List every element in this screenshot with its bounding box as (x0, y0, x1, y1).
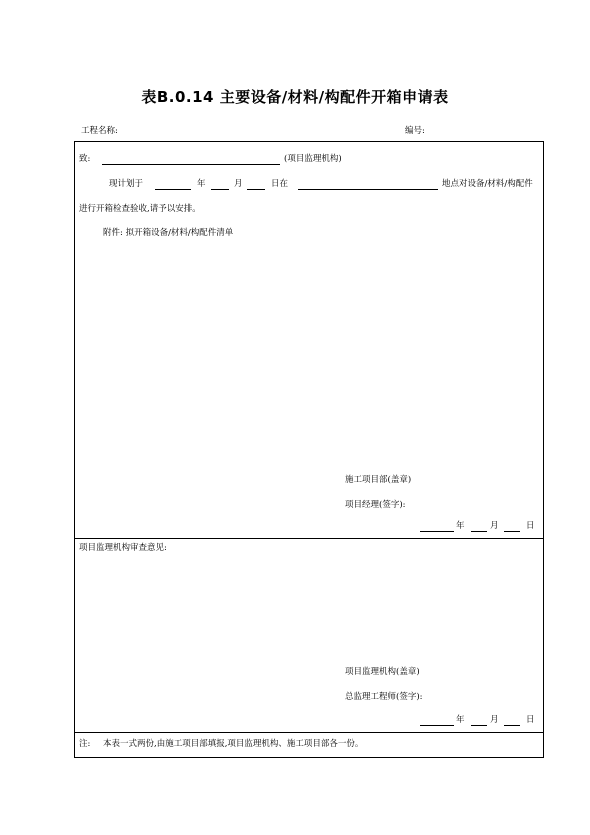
app-date-month-label: 月 (490, 521, 499, 531)
recipient-suffix: (项目监理机构) (284, 154, 342, 164)
app-date-year-field[interactable] (420, 531, 454, 532)
app-date-year-label: 年 (456, 521, 465, 531)
location-suffix: 地点对设备/材料/构配件 (442, 179, 533, 189)
plan-year-label: 年 (197, 179, 206, 189)
plan-day-field[interactable] (247, 189, 265, 190)
review-date-day-label: 日 (526, 715, 535, 725)
application-form (74, 141, 544, 758)
app-date-day-field[interactable] (504, 531, 520, 532)
recipient-field[interactable] (102, 164, 280, 165)
project-name-label: 工程名称: (81, 126, 118, 136)
app-date-month-field[interactable] (471, 531, 487, 532)
review-date-year-field[interactable] (420, 725, 454, 726)
plan-month-field[interactable] (211, 189, 229, 190)
supervision-org-seal-label: 项目监理机构(盖章) (345, 667, 420, 677)
review-date-month-label: 月 (490, 715, 499, 725)
review-date-month-field[interactable] (471, 725, 487, 726)
review-heading: 项目监理机构审查意见: (79, 543, 167, 553)
plan-prefix: 现计划于 (109, 179, 144, 189)
review-section (75, 539, 543, 733)
app-date-day-label: 日 (526, 521, 535, 531)
plan-month-label: 月 (234, 179, 243, 189)
note-label: 注: (79, 739, 91, 749)
location-field[interactable] (298, 189, 438, 190)
to-label: 致: (79, 154, 91, 164)
inspection-request-text: 进行开箱检查验收,请予以安排。 (79, 204, 201, 214)
plan-day-at-label: 日在 (271, 179, 289, 189)
project-manager-sign-label: 项目经理(签字): (345, 500, 406, 510)
note-section (75, 733, 543, 757)
plan-year-field[interactable] (155, 189, 191, 190)
review-date-day-field[interactable] (504, 725, 520, 726)
note-text: 本表一式两份,由施工项目部填报,项目监理机构、施工项目部各一份。 (103, 739, 364, 749)
attachment-text: 附件: 拟开箱设备/材料/构配件清单 (103, 228, 234, 238)
review-date-year-label: 年 (456, 715, 465, 725)
chief-engineer-sign-label: 总监理工程师(签字): (345, 692, 423, 702)
page-title: 表B.0.14 主要设备/材料/构配件开箱申请表 (141, 88, 449, 106)
application-section (75, 142, 543, 539)
form-number-label: 编号: (405, 126, 425, 136)
construction-dept-seal-label: 施工项目部(盖章) (345, 475, 412, 485)
